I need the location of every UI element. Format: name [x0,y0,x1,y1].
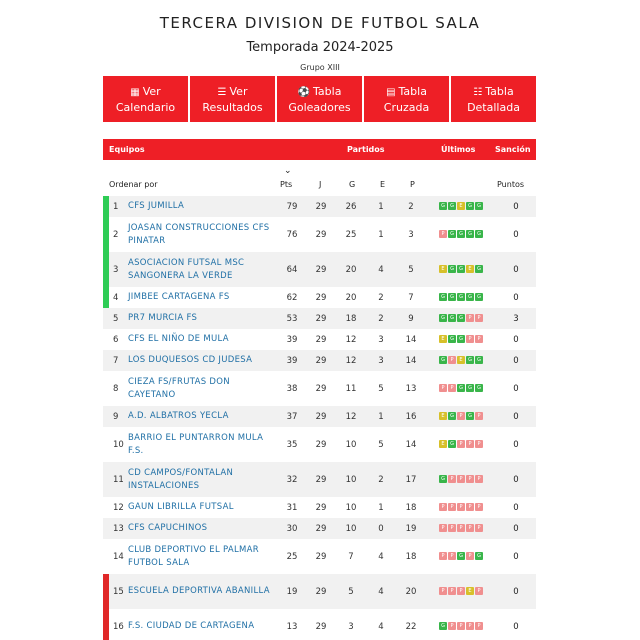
team-link[interactable]: ESCUELA DEPORTIVA ABANILLA [128,586,270,596]
position-cell: 12 [113,502,124,513]
position-cell: 6 [113,334,119,345]
result-badge: G [439,356,447,364]
last-results [426,196,496,217]
position-cell: 13 [113,523,124,534]
table-row [103,287,536,308]
result-badge: G [439,314,447,322]
col-pts[interactable]: Pts [280,180,293,189]
header-partidos: Partidos [347,145,385,154]
sanction-cell: 0 [513,551,519,562]
lost-cell: 2 [408,201,414,212]
team-link[interactable]: ASOCIACION FUTSAL MSC SANGONERA LA VERDE [128,257,245,281]
won-cell: 20 [345,292,357,303]
result-badge: P [475,314,483,322]
result-badge: G [475,202,483,210]
result-badge: G [448,440,456,448]
col-p[interactable]: P [410,180,415,189]
result-badge: G [475,552,483,560]
nav-button-line2: Resultados [202,100,263,114]
result-badge: P [475,475,483,483]
result-badge: G [475,293,483,301]
played-cell: 29 [315,523,327,534]
last-results [426,406,496,427]
last-results [426,217,496,252]
col-j[interactable]: J [319,180,322,189]
last-results [426,518,496,539]
last-results [426,574,496,609]
sanction-cell: 0 [513,474,519,485]
sanction-cell: 0 [513,355,519,366]
drawn-cell: 1 [378,201,384,212]
team-link[interactable]: CD CAMPOS/FONTALAN INSTALACIONES [128,467,234,491]
sanction-cell: 3 [513,313,519,324]
team-link[interactable]: JIMBEE CARTAGENA FS [128,292,230,302]
result-badge: P [466,314,474,322]
nav-button-line1: Ver [229,84,248,98]
result-badge: G [457,230,465,238]
table-row [103,518,536,539]
position-cell: 10 [113,439,124,450]
result-badge: P [475,622,483,630]
result-badge: P [448,503,456,511]
nav-button-line1: Ver [142,84,161,98]
result-badge: G [466,230,474,238]
last-results [426,427,496,462]
grid-icon: ▤ [386,86,396,98]
result-badge: G [457,293,465,301]
result-badge: E [466,265,474,273]
result-badge: P [457,503,465,511]
result-badge: E [457,202,465,210]
sanction-cell: 0 [513,264,519,275]
result-badge: P [439,587,447,595]
points-cell: 39 [286,334,298,345]
result-badge: G [475,230,483,238]
result-badge: G [448,293,456,301]
points-cell: 62 [286,292,298,303]
nav-button-line2: Goleadores [288,100,351,114]
team-link[interactable]: CFS EL NIÑO DE MULA [128,334,229,344]
last-results [426,287,496,308]
last-results [426,252,496,287]
points-cell: 19 [286,586,298,597]
list-icon: ☰ [217,86,227,98]
won-cell: 18 [345,313,357,324]
result-badge: P [439,503,447,511]
lost-cell: 7 [408,292,414,303]
points-cell: 64 [286,264,298,275]
drawn-cell: 1 [378,411,384,422]
col-g[interactable]: G [349,180,356,189]
header-equipos: Equipos [109,145,145,154]
header-sancion: Sanción [495,145,531,154]
result-badge: G [457,335,465,343]
result-badge: P [466,440,474,448]
lost-cell: 14 [405,439,417,450]
sanction-cell: 0 [513,523,519,534]
result-badge: P [448,524,456,532]
team-link[interactable]: CIEZA FS/FRUTAS DON CAYETANO [128,376,230,400]
played-cell: 29 [315,551,327,562]
result-badge: P [457,622,465,630]
ball-icon: ⚽ [297,86,311,98]
team-link[interactable]: A.D. ALBATROS YECLA [128,411,229,421]
result-badge: P [439,230,447,238]
result-badge: P [439,524,447,532]
result-badge: P [466,503,474,511]
result-badge: E [457,356,465,364]
won-cell: 20 [345,264,357,275]
sanction-cell: 0 [513,502,519,513]
position-cell: 2 [113,229,119,240]
points-cell: 35 [286,439,298,450]
result-badge: P [466,475,474,483]
team-link[interactable]: CLUB DEPORTIVO EL PALMAR FUTBOL SALA [128,544,259,568]
result-badge: G [475,356,483,364]
drawn-cell: 2 [378,313,384,324]
won-cell: 5 [348,586,354,597]
position-cell: 5 [113,313,119,324]
result-badge: E [439,265,447,273]
position-cell: 15 [113,586,124,597]
won-cell: 3 [348,621,354,632]
points-cell: 76 [286,229,298,240]
result-badge: P [457,524,465,532]
lost-cell: 17 [405,474,417,485]
sanction-cell: 0 [513,586,519,597]
won-cell: 10 [345,523,357,534]
played-cell: 29 [315,383,327,394]
position-cell: 16 [113,621,124,632]
played-cell: 29 [315,334,327,345]
page-title: TERCERA DIVISION DE FUTBOL SALA [159,14,481,32]
result-badge: G [466,293,474,301]
col-e[interactable]: E [380,180,386,189]
points-cell: 53 [286,313,298,324]
last-results [426,539,496,574]
points-cell: 79 [286,201,298,212]
won-cell: 11 [345,383,357,394]
last-results [426,462,496,497]
lost-cell: 9 [408,313,414,324]
result-badge: P [466,335,474,343]
result-badge: E [439,335,447,343]
nav-button-cruzada[interactable] [364,76,449,122]
result-badge: P [457,412,465,420]
won-cell: 12 [345,334,357,345]
result-badge: P [448,622,456,630]
drawn-cell: 2 [378,292,384,303]
lost-cell: 14 [405,334,417,345]
result-badge: P [475,412,483,420]
points-cell: 13 [286,621,298,632]
table-row [103,371,536,406]
calendar-icon: ▦ [130,86,140,98]
lost-cell: 22 [405,621,417,632]
result-badge: P [439,552,447,560]
last-results [426,329,496,350]
result-badge: E [466,587,474,595]
team-link[interactable]: CFS JUMILLA [128,201,185,211]
result-badge: G [439,202,447,210]
result-badge: G [475,265,483,273]
played-cell: 29 [315,355,327,366]
drawn-cell: 4 [378,621,384,632]
won-cell: 26 [345,201,357,212]
last-results [426,350,496,371]
action-button-bar [103,76,536,122]
lost-cell: 18 [405,502,417,513]
result-badge: P [475,503,483,511]
lost-cell: 5 [408,264,414,275]
nav-button-line2: Calendario [115,100,176,114]
result-badge: P [475,440,483,448]
result-badge: P [466,552,474,560]
position-cell: 11 [113,474,124,485]
table-row [103,609,536,640]
last-results [426,497,496,518]
position-cell: 8 [113,383,119,394]
chevron-down-icon[interactable]: ⌄ [284,166,292,176]
position-cell: 14 [113,551,124,562]
result-badge: G [448,202,456,210]
lost-cell: 14 [405,355,417,366]
won-cell: 10 [345,474,357,485]
position-cell: 9 [113,411,119,422]
result-badge: G [466,356,474,364]
result-badge: P [457,440,465,448]
position-cell: 4 [113,292,119,303]
played-cell: 29 [315,586,327,597]
won-cell: 25 [345,229,357,240]
detail-icon: ☷ [473,86,483,98]
result-badge: P [475,587,483,595]
result-badge: G [439,622,447,630]
sanction-cell: 0 [513,229,519,240]
played-cell: 29 [315,292,327,303]
result-badge: P [466,524,474,532]
result-badge: P [457,475,465,483]
result-badge: G [466,384,474,392]
result-badge: E [439,440,447,448]
played-cell: 29 [315,621,327,632]
points-cell: 39 [286,355,298,366]
lost-cell: 18 [405,551,417,562]
won-cell: 12 [345,411,357,422]
result-badge: G [457,384,465,392]
result-badge: G [439,475,447,483]
drawn-cell: 5 [378,439,384,450]
result-badge: P [457,587,465,595]
points-cell: 37 [286,411,298,422]
played-cell: 29 [315,502,327,513]
position-cell: 1 [113,201,119,212]
result-badge: P [448,384,456,392]
table-row [103,196,536,217]
result-badge: G [457,314,465,322]
result-badge: P [466,622,474,630]
nav-button-line2: Detallada [467,100,520,114]
played-cell: 29 [315,474,327,485]
table-header-bar [103,139,536,160]
team-link[interactable]: F.S. CIUDAD DE CARTAGENA [128,621,255,631]
team-link[interactable]: BARRIO EL PUNTARRON MULA F.S. [128,432,264,456]
result-badge: P [448,475,456,483]
col-puntos: Puntos [497,180,525,189]
last-results [426,371,496,406]
result-badge: P [475,524,483,532]
result-badge: G [466,412,474,420]
position-cell: 3 [113,264,119,275]
result-badge: P [448,587,456,595]
table-row [103,329,536,350]
result-badge: P [439,384,447,392]
team-link[interactable]: JOASAN CONSTRUCCIONES CFS PINATAR [128,222,270,246]
table-row [103,252,536,287]
result-badge: G [448,314,456,322]
result-badge: G [457,265,465,273]
result-badge: G [448,335,456,343]
team-link[interactable]: PR7 MURCIA FS [128,313,198,323]
table-row [103,308,536,329]
played-cell: 29 [315,313,327,324]
season-label: Temporada 2024-2025 [246,40,394,55]
points-cell: 30 [286,523,298,534]
drawn-cell: 1 [378,502,384,513]
points-cell: 32 [286,474,298,485]
table-row [103,350,536,371]
table-row [103,574,536,609]
sanction-cell: 0 [513,411,519,422]
sort-by-label[interactable]: Ordenar por [109,180,158,189]
result-badge: P [448,552,456,560]
table-row [103,217,536,252]
result-badge: G [448,412,456,420]
drawn-cell: 3 [378,355,384,366]
result-badge: P [475,335,483,343]
last-results [426,308,496,329]
result-badge: E [439,412,447,420]
played-cell: 29 [315,439,327,450]
lost-cell: 13 [405,383,417,394]
lost-cell: 16 [405,411,417,422]
played-cell: 29 [315,411,327,422]
table-row [103,497,536,518]
team-link[interactable]: LOS DUQUESOS CD JUDESA [128,355,253,365]
played-cell: 29 [315,229,327,240]
sanction-cell: 0 [513,201,519,212]
points-cell: 31 [286,502,298,513]
nav-button-goleadores[interactable] [277,76,362,122]
drawn-cell: 1 [378,229,384,240]
nav-button-resultados[interactable] [190,76,275,122]
won-cell: 12 [345,355,357,366]
result-badge: G [448,265,456,273]
column-header-row [103,164,536,194]
drawn-cell: 4 [378,264,384,275]
sanction-cell: 0 [513,383,519,394]
table-row [103,406,536,427]
group-label: Grupo XIII [300,63,340,72]
played-cell: 29 [315,264,327,275]
drawn-cell: 2 [378,474,384,485]
result-badge: G [466,202,474,210]
nav-button-line2: Cruzada [383,100,430,114]
nav-button-calendario[interactable] [103,76,188,122]
team-link[interactable]: CFS CAPUCHINOS [128,523,208,533]
played-cell: 29 [315,201,327,212]
lost-cell: 19 [405,523,417,534]
drawn-cell: 0 [378,523,384,534]
last-results [426,609,496,640]
team-link[interactable]: GAUN LIBRILLA FUTSAL [128,502,234,512]
result-badge: P [448,356,456,364]
lost-cell: 3 [408,229,414,240]
won-cell: 10 [345,502,357,513]
won-cell: 7 [348,551,354,562]
drawn-cell: 5 [378,383,384,394]
position-cell: 7 [113,355,119,366]
result-badge: G [439,293,447,301]
drawn-cell: 4 [378,586,384,597]
drawn-cell: 3 [378,334,384,345]
sanction-cell: 0 [513,292,519,303]
nav-button-line1: Tabla [398,84,427,98]
result-badge: G [475,384,483,392]
header-ultimos: Últimos [441,145,476,154]
result-badge: G [457,552,465,560]
sanction-cell: 0 [513,621,519,632]
standings-table [103,196,536,640]
nav-button-line1: Tabla [485,84,514,98]
points-cell: 25 [286,551,298,562]
lost-cell: 20 [405,586,417,597]
sanction-cell: 0 [513,439,519,450]
nav-button-line1: Tabla [313,84,342,98]
sanction-cell: 0 [513,334,519,345]
table-row [103,427,536,462]
won-cell: 10 [345,439,357,450]
result-badge: G [448,230,456,238]
nav-button-detallada[interactable] [451,76,536,122]
drawn-cell: 4 [378,551,384,562]
points-cell: 38 [286,383,298,394]
table-row [103,462,536,497]
table-row [103,539,536,574]
